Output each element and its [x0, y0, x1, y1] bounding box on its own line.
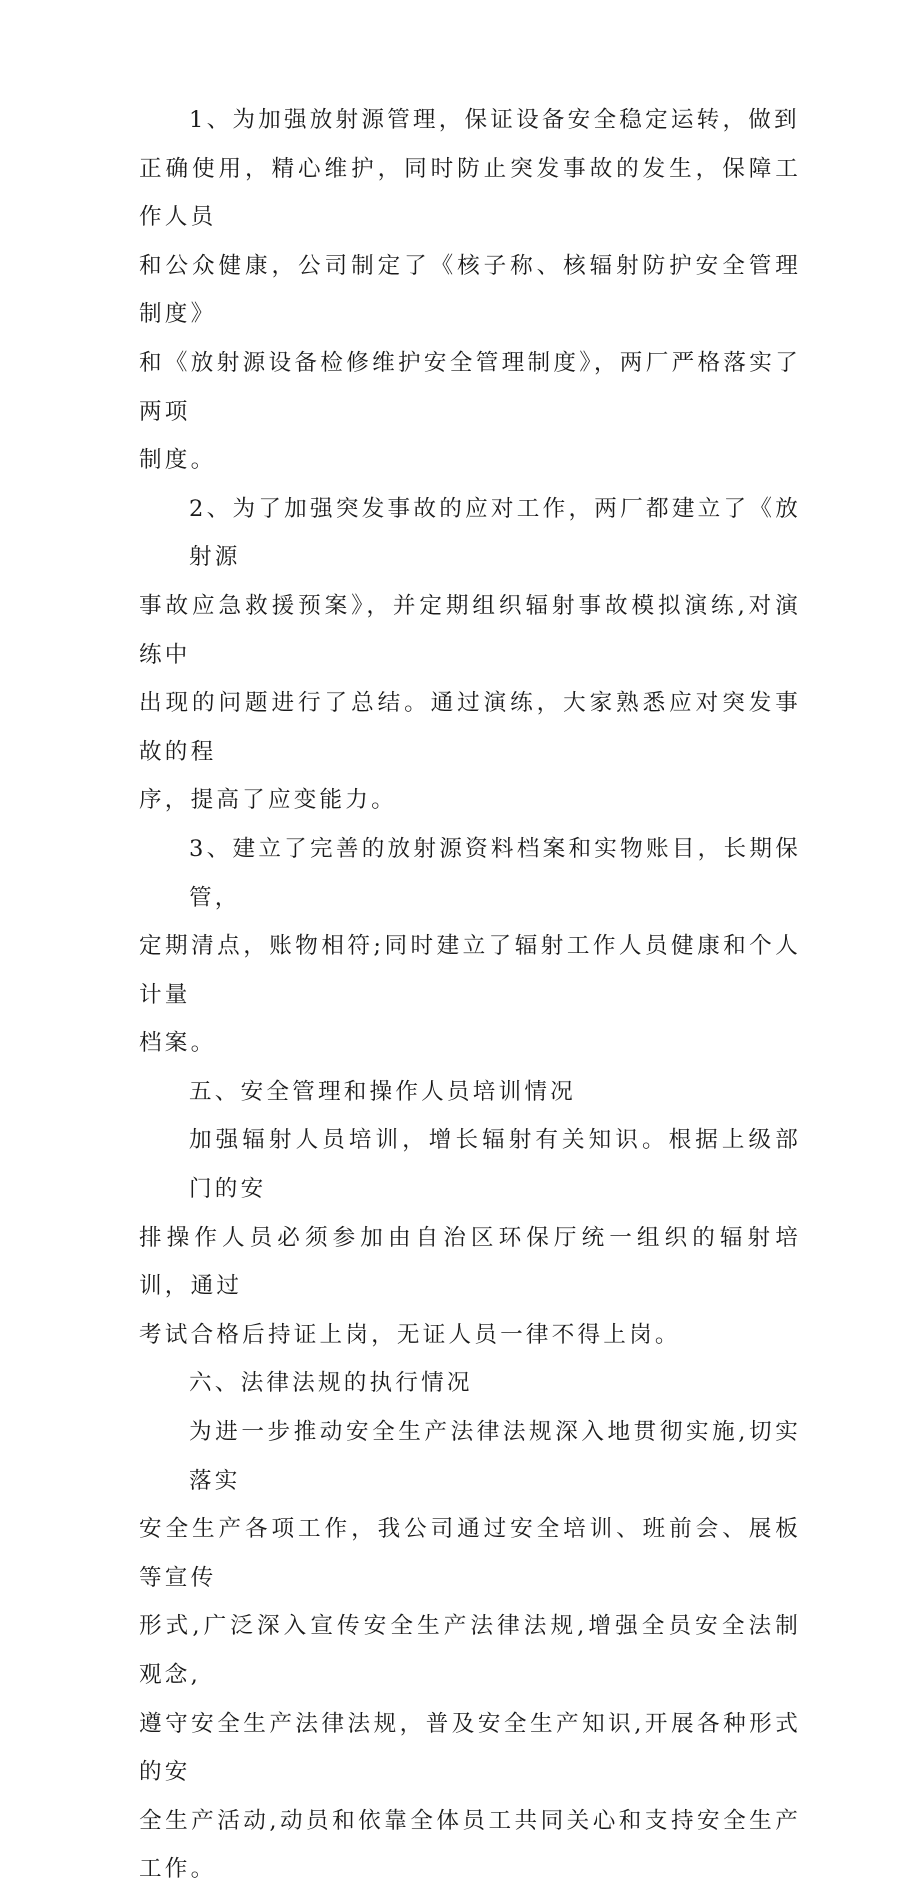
text-line: 事故应急救援预案》，并定期组织辐射事故模拟演练,对演练中 — [139, 592, 801, 668]
text-line: 序，提高了应变能力。 — [139, 787, 397, 814]
text-line: 定期清点，账物相符;同时建立了辐射工作人员健康和个人计量 — [139, 933, 801, 1008]
text-line: 遵守安全生产法律法规，普及安全生产知识,开展各种形式的安 — [139, 1710, 801, 1786]
section-6-paragraph — [139, 1408, 801, 1894]
text-line: 出现的问题进行了总结。通过演练，大家熟悉应对突发事故的程 — [139, 690, 801, 765]
text-line: 排操作人员必须参加由自治区环保厅统一组织的辐射培训，通过 — [139, 1224, 801, 1300]
paragraph-2 — [139, 485, 801, 825]
text-line: 考试合格后持证上岗，无证人员一律不得上岗。 — [139, 1321, 681, 1348]
text-line: 制度。 — [139, 447, 217, 474]
paragraph-3 — [139, 825, 801, 1068]
text-line: 正确使用，精心维护，同时防止突发事故的发生，保障工作人员 — [139, 155, 801, 231]
text-line: 2、为了加强突发事故的应对工作，两厂都建立了《放射源 — [189, 495, 801, 571]
text-line: 全生产活动,动员和依靠全体员工共同关心和支持安全生产工作。 — [139, 1807, 801, 1883]
section-6-heading: 六、法律法规的执行情况 — [189, 1370, 473, 1397]
text-line: 3、建立了完善的放射源资料档案和实物账目，长期保管， — [189, 835, 801, 911]
document-body — [139, 96, 801, 1894]
text-line: 和《放射源设备检修维护安全管理制度》，两厂严格落实了两项 — [139, 349, 801, 425]
text-line: 档案。 — [139, 1030, 217, 1057]
text-line: 形式,广泛深入宣传安全生产法律法规,增强全员安全法制观念, — [139, 1613, 801, 1688]
text-line: 加强辐射人员培训，增长辐射有关知识。根据上级部门的安 — [189, 1127, 801, 1203]
section-5-heading: 五、安全管理和操作人员培训情况 — [189, 1078, 576, 1105]
paragraph-1 — [139, 96, 801, 485]
text-line: 和公众健康，公司制定了《核子称、核辐射防护安全管理制度》 — [139, 252, 801, 328]
text-line: 安全生产各项工作，我公司通过安全培训、班前会、展板等宣传 — [139, 1516, 801, 1591]
text-line: 1、为加强放射源管理，保证设备安全稳定运转，做到 — [189, 107, 800, 133]
text-line: 为进一步推动安全生产法律法规深入地贯彻实施,切实落实 — [189, 1419, 801, 1494]
section-5-paragraph — [139, 1116, 801, 1359]
